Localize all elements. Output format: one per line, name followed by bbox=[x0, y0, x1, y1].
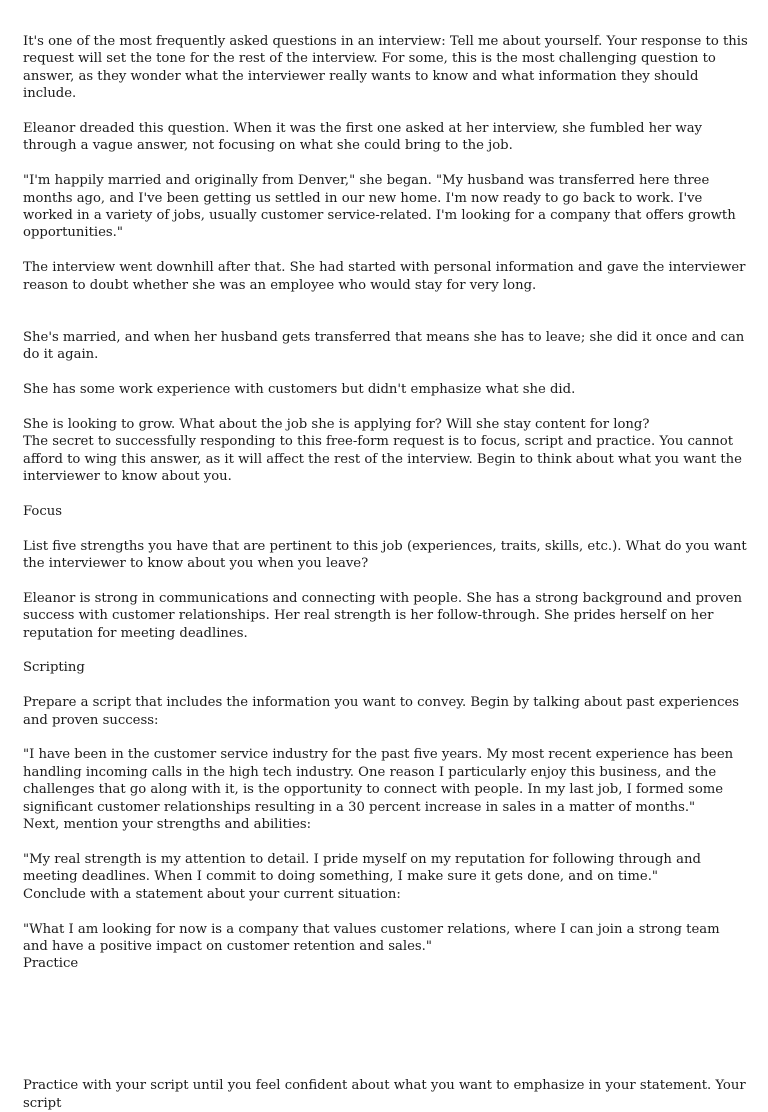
paragraph: List five strengths you have that are pertinent to this job (experiences, traits, skills, etc.). What do you want the interviewer to know about you when you leave? bbox=[23, 538, 747, 572]
paragraph: She has some work experience with customers but didn't emphasize what she did. bbox=[23, 382, 576, 398]
paragraph: The secret to successfully responding to this free-form request is to focus, script and practice. You cannot afford to wing this answer, as it will affect the rest of the interview. Begin to think about what you want the interviewer to know about you. bbox=[23, 434, 742, 485]
paragraph: Conclude with a statement about your current situation: bbox=[23, 886, 401, 902]
paragraph: Next, mention your strengths and abilities: bbox=[23, 817, 312, 833]
quote-paragraph: "I'm happily married and originally from Denver," she began. "My husband was transferred here three months ago, and I've been getting us settled in our new home. I'm now ready to go back to work. I've worked in a variety of jobs, usually customer service-related. I'm looking for a company that offers growth opportunities." bbox=[23, 173, 736, 241]
quote-paragraph: "What I am looking for now is a company that values customer relations, where I can join a strong team and have a positive impact on customer retention and sales." bbox=[23, 921, 720, 954]
paragraph: The interview went downhill after that. She had started with personal information and gave the interviewer reason to doubt whether she was an employee who would stay for very long. bbox=[23, 260, 746, 293]
section-heading-scripting: Scripting bbox=[23, 660, 85, 676]
quote-paragraph: "I have been in the customer service industry for the past five years. My most recent experience has been handling incoming calls in the high tech industry. One reason I particularly enjoy this business, and the challenges that go along with it, is the opportunity to connect with people. In my last job, I formed some significant customer relationships resulting in a 30 percent increase in sales in a matter of months." bbox=[23, 747, 734, 815]
section-heading-practice: Practice bbox=[23, 956, 79, 972]
paragraph: She is looking to grow. What about the job she is applying for? Will she stay content for long? bbox=[23, 416, 650, 432]
paragraph: It's one of the most frequently asked questions in an interview: Tell me about yourself. Your response to this request will set the tone for the rest of the interview. For some, this is the most challenging question to answer, as they wonder what the interviewer really wants to know and what information they should include. bbox=[23, 34, 748, 102]
paragraph: Prepare a script that includes the information you want to convey. Begin by talking about past experiences and proven success: bbox=[23, 695, 740, 728]
section-heading-focus: Focus bbox=[23, 503, 63, 519]
document-body bbox=[23, 33, 748, 1112]
paragraph: Eleanor is strong in communications and connecting with people. She has a strong background and proven success with customer relationships. Her real strength is her follow-through. She prides herself on her reputation for meeting deadlines. bbox=[23, 590, 743, 641]
paragraph: Practice with your script until you feel confident about what you want to emphasize in your statement. Your script bbox=[23, 1078, 746, 1111]
quote-paragraph: "My real strength is my attention to detail. I pride myself on my reputation for following through and meeting deadlines. When I commit to doing something, I make sure it gets done, and on time." bbox=[23, 851, 701, 885]
paragraph: Eleanor dreaded this question. When it was the first one asked at her interview, she fumbled her way through a vague answer, not focusing on what she could bring to the job. bbox=[23, 121, 703, 154]
paragraph: She's married, and when her husband gets transferred that means she has to leave; she did it once and can do it again. bbox=[23, 329, 745, 363]
